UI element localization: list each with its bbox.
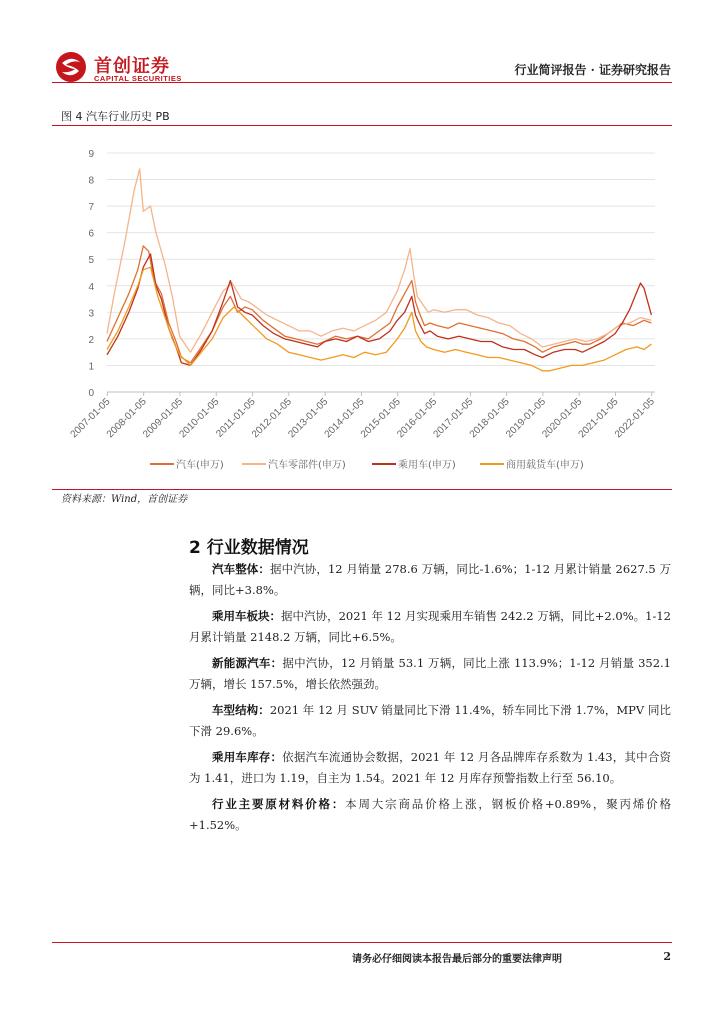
- paragraph: [189, 747, 671, 789]
- paragraph: [189, 653, 671, 695]
- x-tick-label: 2014-01-05: [322, 396, 367, 441]
- company-logo: [52, 50, 92, 84]
- legend-label: 汽车零部件(申万): [268, 460, 346, 471]
- x-tick-label: 2013-01-05: [286, 396, 331, 441]
- figure-top-divider: [52, 125, 672, 126]
- x-tick-label: 2015-01-05: [358, 396, 403, 441]
- x-tick-label: 2012-01-05: [250, 396, 294, 441]
- y-tick-label: 0: [88, 388, 94, 399]
- legend-label: 商用载货车(申万): [506, 460, 584, 471]
- paragraph-text: 本周大宗商品价格上涨，钢板价格+0.89%，聚丙烯价格+1.52%。: [189, 797, 671, 832]
- y-tick-label: 2: [88, 334, 94, 346]
- y-tick-label: 9: [88, 149, 94, 160]
- series-line: [107, 169, 651, 352]
- section-title: 2 行业数据情况: [189, 538, 309, 558]
- figure-source: 资料来源：Wind，首创证券: [61, 494, 188, 505]
- paragraph-text: 据中汽协，2021 年 12 月实现乘用车销售 242.2 万辆，同比+2.0%。1-12 月累计销量 2148.2 万辆，同比+6.5%。: [189, 609, 671, 644]
- paragraph-label: 行业主要原材料价格：: [212, 797, 346, 811]
- y-tick-label: 3: [88, 308, 94, 320]
- paragraph-text: 据中汽协，12 月销量 278.6 万辆，同比-1.6%；1-12 月累计销量 2627.5 万辆，同比+3.8%。: [189, 562, 672, 597]
- x-tick-label: 2019-01-05: [504, 396, 549, 441]
- legend-label: 汽车(申万): [176, 460, 224, 471]
- chart-series: [107, 169, 651, 371]
- footer-divider: [52, 942, 672, 943]
- y-tick-label: 5: [88, 255, 94, 267]
- x-tick-label: 2020-01-05: [540, 396, 585, 441]
- x-tick-label: 2010-01-05: [177, 396, 222, 441]
- paragraph: [189, 794, 671, 836]
- paragraph-text: 依据汽车流通协会数据，2021 年 12 月各品牌库存系数为 1.43，其中合资为 1.41，进口为 1.19，自主为 1.54。2021 年 12 月库存预警指数上行至 56.10。: [189, 750, 672, 785]
- logo-subtitle: CAPITAL SECURITIES: [94, 74, 182, 83]
- x-tick-label: 2008-01-05: [104, 396, 149, 441]
- x-tick-label: 2009-01-05: [141, 396, 186, 441]
- y-tick-label: 7: [88, 202, 94, 214]
- series-line: [107, 267, 651, 371]
- x-tick-label: 2021-01-05: [576, 396, 621, 441]
- paragraph-label: 乘用车库存：: [212, 750, 283, 764]
- header-divider: [52, 82, 672, 83]
- paragraph: [189, 559, 671, 601]
- report-type: 行业简评报告 · 证券研究报告: [514, 63, 671, 77]
- y-tick-label: 6: [88, 228, 94, 240]
- y-tick-label: 8: [88, 175, 94, 187]
- x-tick-label: 2017-01-05: [431, 396, 476, 441]
- paragraph-label: 新能源汽车：: [212, 656, 283, 670]
- paragraph: [189, 606, 671, 648]
- y-tick-label: 4: [88, 281, 94, 293]
- paragraph-text: 据中汽协，12 月销量 53.1 万辆，同比上涨 113.9%；1-12 月销量 352.1 万辆，增长 157.5%，增长依然强劲。: [189, 656, 671, 691]
- series-line: [107, 246, 651, 363]
- paragraph: [189, 700, 671, 742]
- page-number: 2: [663, 950, 671, 963]
- x-tick-label: 2022-01-05: [612, 396, 657, 441]
- x-tick-label: 2016-01-05: [395, 396, 440, 441]
- paragraph-label: 车型结构：: [212, 703, 270, 717]
- legal-disclaimer: 请务必仔细阅读本报告最后部分的重要法律声明: [352, 954, 562, 965]
- legend-label: 乘用车(申万): [398, 460, 456, 471]
- paragraph-text: 2021 年 12 月 SUV 销量同比下滑 11.4%，轿车同比下滑 1.7%，MPV 同比下滑 29.6%。: [189, 703, 672, 738]
- chart-legend: [150, 458, 584, 471]
- chart-grid: [107, 153, 655, 392]
- figure-title: 图 4 汽车行业历史 PB: [61, 110, 170, 123]
- x-axis: [69, 392, 658, 440]
- pb-line-chart: [52, 135, 672, 485]
- paragraph-label: 乘用车板块：: [212, 609, 282, 623]
- paragraph-label: 汽车整体：: [212, 562, 270, 576]
- logo-name: 首创证券: [94, 56, 170, 77]
- section-body: [189, 559, 671, 841]
- y-axis: [88, 149, 94, 399]
- x-tick-label: 2018-01-05: [467, 396, 512, 441]
- x-tick-label: 2007-01-05: [68, 396, 113, 441]
- y-tick-label: 1: [88, 361, 94, 373]
- x-tick-label: 2011-01-05: [214, 396, 258, 440]
